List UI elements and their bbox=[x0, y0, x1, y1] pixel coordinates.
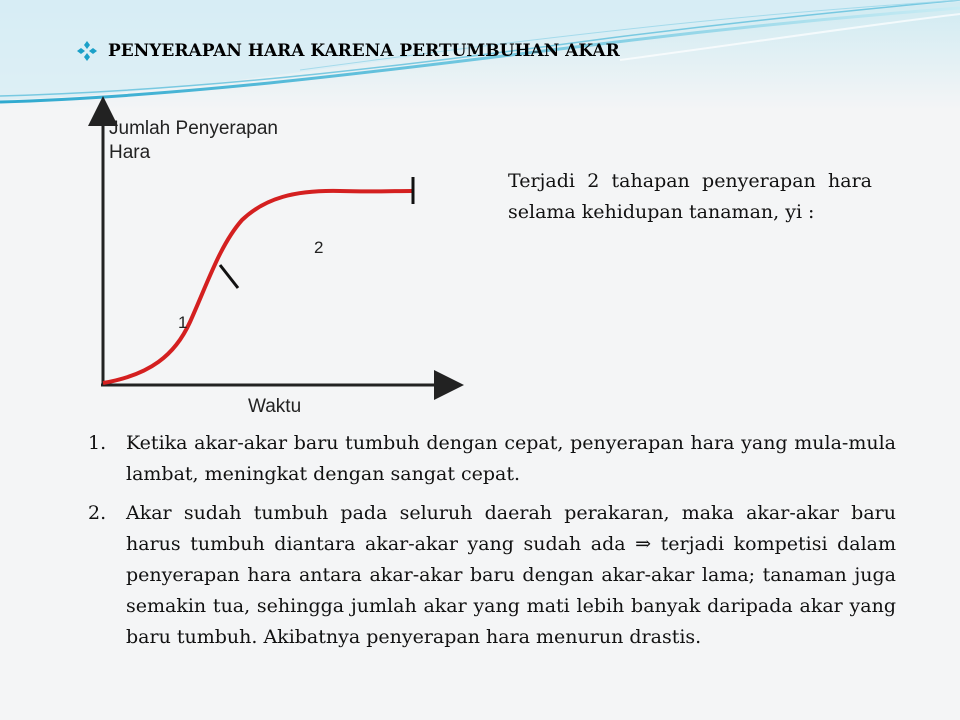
list-item-text: Akar sudah tumbuh pada seluruh daerah perakaran, maka akar-akar baru harus tumbuh diantara akar-akar yang sudah ada ⇒ terjadi kompetisi dalam penyerapan hara antara akar-akar baru dengan akar-akar lama; tanaman juga semakin tua, sehingga jumlah akar yang mati lebih banyak daripada akar yang baru tumbuh. Akibatnya penyerapan hara menurun drastis. bbox=[126, 502, 896, 648]
y-axis-label-line1: Jumlah Penyerapan bbox=[109, 118, 278, 139]
diamond-bullet-icon bbox=[76, 40, 98, 62]
x-axis-label: Waktu bbox=[248, 396, 302, 417]
uptake-curve bbox=[103, 191, 412, 383]
list-item-text: Ketika akar-akar baru tumbuh dengan cepat, penyerapan hara yang mula-mula lambat, meningkat dengan sangat cepat. bbox=[126, 432, 896, 485]
list-item-number: 1. bbox=[88, 432, 107, 454]
list-item bbox=[88, 498, 896, 653]
stages-list bbox=[88, 428, 896, 661]
page-title: PENYERAPAN HARA KARENA PERTUMBUHAN AKAR bbox=[108, 41, 620, 61]
phase-boundary-tick bbox=[220, 265, 238, 288]
y-axis-label-line2: Hara bbox=[109, 142, 151, 163]
phase-label-2: 2 bbox=[314, 238, 324, 257]
phase-label-1: 1 bbox=[178, 313, 188, 332]
nutrient-uptake-chart bbox=[60, 90, 480, 420]
list-item-number: 2. bbox=[88, 502, 107, 524]
list-item bbox=[88, 428, 896, 490]
slide-title-row bbox=[76, 40, 620, 62]
intro-paragraph: Terjadi 2 tahapan penyerapan hara selama kehidupan tanaman, yi : bbox=[508, 170, 872, 223]
